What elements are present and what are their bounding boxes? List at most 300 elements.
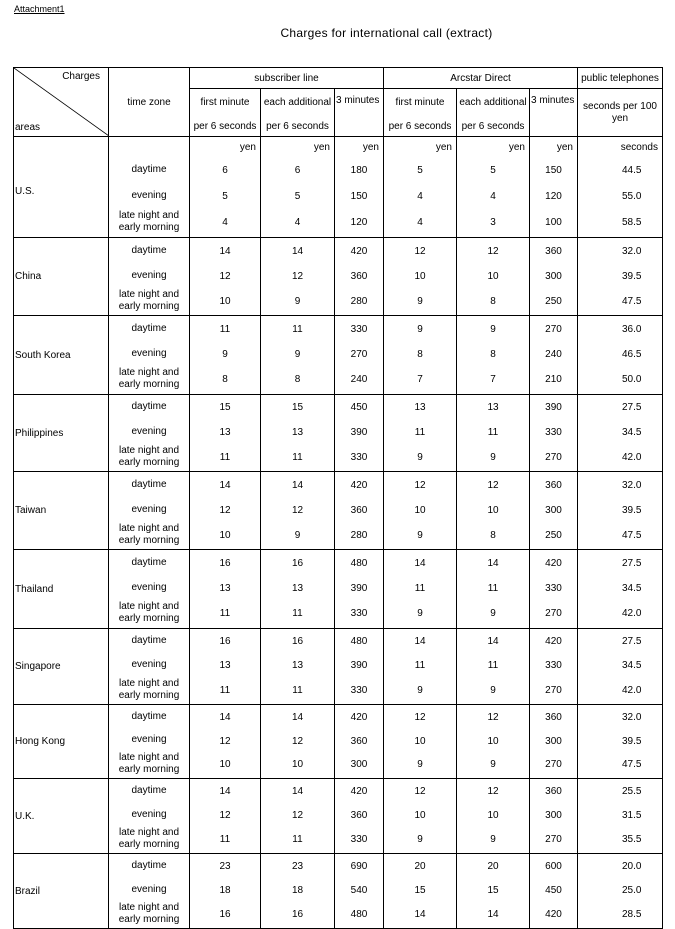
value-cell: 55.0 [622, 191, 642, 202]
country-group-row [14, 316, 663, 395]
value-cell: 20.0 [622, 861, 642, 872]
value-column-cell [261, 395, 335, 472]
time-zone-cell [109, 779, 190, 854]
country-name: China [14, 238, 109, 316]
value-cell: 14 [414, 636, 426, 648]
value-cell: 3 [490, 217, 496, 228]
value-column-cell [261, 854, 335, 929]
value-cell: 360 [545, 479, 562, 491]
value-cell: 540 [350, 885, 368, 896]
charges-table [13, 67, 663, 929]
value-cell: 5 [417, 165, 423, 176]
value-column-cell [457, 238, 530, 316]
arc-each-additional-header: each additional per 6 seconds [457, 89, 530, 137]
value-cell: 9 [294, 348, 301, 360]
value-column-cell [190, 550, 261, 629]
value-cell: 9 [417, 451, 423, 463]
value-cell: 13 [219, 582, 231, 594]
value-cell: 330 [350, 684, 368, 696]
arcstar-direct-header: Arcstar Direct [384, 68, 578, 89]
value-cell: 300 [545, 504, 562, 516]
value-cell: 9 [294, 529, 301, 541]
value-column-cell [578, 854, 663, 929]
value-column-cell [335, 395, 384, 472]
value-cell: 25.5 [622, 786, 642, 797]
time-zone-label: daytime [131, 556, 167, 568]
value-column-cell [384, 238, 457, 316]
value-cell: 270 [545, 451, 562, 463]
value-cell: 11 [292, 834, 303, 845]
value-cell: 330 [350, 323, 368, 335]
value-cell: 11 [292, 608, 303, 620]
value-column-cell [190, 854, 261, 929]
value-cell: 330 [350, 451, 368, 463]
value-cell: 27.5 [622, 557, 642, 569]
value-cell: 450 [350, 402, 368, 414]
value-cell: 16 [291, 636, 304, 648]
value-cell: 27.5 [622, 402, 642, 414]
value-cell: 450 [545, 885, 562, 896]
value-column-cell [457, 629, 530, 705]
value-cell: 4 [417, 191, 423, 202]
value-cell: 360 [350, 810, 368, 821]
time-zone-label: evening [131, 581, 167, 593]
value-cell: 14 [487, 557, 499, 569]
value-cell: 23 [219, 861, 231, 872]
value-cell: 8 [490, 348, 496, 360]
unit-label: yen [435, 142, 452, 153]
time-zone-label: evening [131, 190, 167, 201]
value-cell: 330 [350, 834, 368, 845]
value-column-cell [384, 705, 457, 779]
value-cell: 36.0 [622, 323, 642, 335]
country-name: South Korea [14, 316, 109, 395]
value-cell: 12 [219, 504, 231, 516]
time-zone-label: late night and early morning [118, 601, 180, 625]
value-cell: 9 [222, 348, 228, 360]
corner-header-cell [14, 68, 109, 137]
value-cell: 14 [219, 786, 231, 797]
value-column-cell [261, 137, 335, 238]
value-column-cell [190, 472, 261, 550]
value-cell: 11 [414, 660, 426, 672]
value-cell: 13 [291, 660, 304, 672]
value-cell: 8 [417, 348, 423, 360]
value-column-cell [190, 395, 261, 472]
value-cell: 12 [291, 810, 304, 821]
value-cell: 25.0 [622, 885, 642, 896]
value-cell: 330 [545, 427, 562, 438]
value-cell: 32.0 [622, 711, 642, 723]
country-group-row [14, 137, 663, 238]
value-cell: 14 [414, 557, 426, 569]
value-cell: 11 [219, 834, 231, 845]
country-group-row [14, 395, 663, 472]
time-zone-label: late night and early morning [118, 367, 180, 391]
value-cell: 9 [490, 834, 496, 845]
value-column-cell [384, 316, 457, 395]
value-column-cell [261, 779, 335, 854]
time-zone-label: daytime [131, 785, 167, 796]
value-cell: 39.5 [622, 270, 642, 282]
value-cell: 12 [219, 810, 231, 821]
value-cell: 47.5 [622, 295, 642, 307]
value-cell: 10 [414, 735, 426, 747]
value-cell: 42.0 [622, 451, 642, 463]
value-cell: 11 [292, 323, 303, 335]
value-cell: 12 [487, 245, 499, 257]
public-telephones-header: public telephones [578, 68, 663, 89]
country-name: Thailand [14, 550, 109, 629]
value-cell: 10 [414, 270, 426, 282]
value-cell: 4 [490, 191, 496, 202]
value-cell: 34.5 [622, 660, 642, 672]
value-cell: 42.0 [622, 608, 642, 620]
value-cell: 10 [219, 295, 231, 307]
value-column-cell [190, 779, 261, 854]
value-column-cell [190, 316, 261, 395]
value-cell: 34.5 [622, 582, 642, 594]
value-cell: 360 [545, 711, 562, 723]
value-cell: 420 [545, 557, 562, 569]
value-column-cell [578, 550, 663, 629]
country-group-row [14, 238, 663, 316]
country-group-row [14, 629, 663, 705]
areas-label: areas [15, 122, 41, 133]
country-group-row [14, 705, 663, 779]
country-group-row [14, 472, 663, 550]
attachment-label: Attachment1 [14, 4, 65, 14]
page-title: Charges for international call (extract) [280, 26, 493, 40]
value-column-cell [190, 137, 261, 238]
value-cell: 14 [219, 479, 231, 491]
value-cell: 300 [545, 270, 562, 282]
value-column-cell [261, 629, 335, 705]
value-cell: 300 [545, 810, 562, 821]
value-column-cell [335, 137, 384, 238]
value-cell: 11 [219, 451, 231, 463]
time-zone-cell [109, 238, 190, 316]
time-zone-cell [109, 550, 190, 629]
time-zone-label: daytime [131, 244, 167, 256]
value-cell: 12 [291, 270, 304, 282]
value-cell: 12 [414, 245, 426, 257]
value-cell: 150 [350, 191, 368, 202]
time-zone-cell [109, 137, 190, 238]
value-cell: 480 [350, 909, 368, 920]
value-column-cell [335, 316, 384, 395]
value-column-cell [457, 705, 530, 779]
value-cell: 4 [294, 217, 301, 228]
value-column-cell [457, 854, 530, 929]
value-column-cell [578, 395, 663, 472]
value-cell: 600 [545, 861, 562, 872]
value-cell: 13 [487, 402, 499, 414]
value-column-cell [578, 316, 663, 395]
value-column-cell [384, 550, 457, 629]
public-seconds-per-100-yen-header: seconds per 100 yen [578, 89, 663, 137]
value-cell: 240 [350, 374, 368, 386]
value-cell: 9 [294, 295, 301, 307]
time-zone-label: daytime [131, 635, 167, 647]
value-cell: 18 [219, 885, 231, 896]
country-group-row [14, 779, 663, 854]
value-column-cell [530, 779, 578, 854]
value-column-cell [335, 550, 384, 629]
value-cell: 28.5 [622, 909, 642, 920]
value-cell: 10 [414, 810, 426, 821]
value-cell: 13 [291, 427, 304, 438]
value-cell: 270 [545, 684, 562, 696]
arc-first-minute-header: first minute per 6 seconds [384, 89, 457, 137]
subscriber-line-header: subscriber line [190, 68, 384, 89]
value-column-cell [190, 705, 261, 779]
time-zone-cell [109, 316, 190, 395]
value-cell: 14 [487, 909, 499, 920]
value-column-cell [261, 550, 335, 629]
country-name: Brazil [14, 854, 109, 929]
unit-label: yen [239, 142, 256, 153]
sub-first-minute-header: first minute per 6 seconds [190, 89, 261, 137]
value-cell: 32.0 [622, 245, 642, 257]
value-cell: 12 [414, 786, 426, 797]
value-cell: 9 [417, 684, 423, 696]
unit-label: yen [313, 142, 330, 153]
value-column-cell [530, 238, 578, 316]
country-group-row [14, 854, 663, 929]
value-cell: 330 [350, 608, 368, 620]
value-column-cell [335, 705, 384, 779]
value-cell: 7 [490, 374, 496, 386]
value-cell: 47.5 [622, 759, 642, 771]
unit-label: seconds [620, 142, 658, 153]
value-cell: 46.5 [622, 348, 642, 360]
value-cell: 12 [291, 735, 304, 747]
value-cell: 330 [545, 660, 562, 672]
value-column-cell [190, 238, 261, 316]
value-cell: 14 [219, 711, 231, 723]
value-cell: 11 [414, 427, 426, 438]
time-zone-label: daytime [131, 710, 167, 722]
time-zone-cell [109, 705, 190, 779]
value-column-cell [457, 550, 530, 629]
value-cell: 13 [219, 660, 231, 672]
time-zone-cell [109, 472, 190, 550]
time-zone-label: daytime [131, 401, 167, 413]
value-cell: 9 [490, 323, 496, 335]
time-zone-label: daytime [131, 322, 167, 334]
value-cell: 16 [219, 636, 231, 648]
value-column-cell [530, 629, 578, 705]
value-cell: 12 [414, 711, 426, 723]
value-cell: 12 [487, 711, 499, 723]
value-cell: 16 [291, 909, 304, 920]
value-cell: 39.5 [622, 504, 642, 516]
value-cell: 4 [222, 217, 228, 228]
time-zone-label: evening [131, 269, 167, 281]
value-cell: 14 [487, 636, 499, 648]
value-cell: 11 [219, 323, 231, 335]
time-zone-label: late night and early morning [118, 288, 180, 312]
time-zone-label: evening [131, 734, 167, 746]
value-column-cell [578, 779, 663, 854]
value-cell: 10 [487, 810, 499, 821]
country-name: Philippines [14, 395, 109, 472]
value-column-cell [578, 629, 663, 705]
arc-3-minutes-header: 3 minutes [530, 89, 578, 137]
value-column-cell [335, 854, 384, 929]
value-cell: 39.5 [622, 735, 642, 747]
value-column-cell [261, 238, 335, 316]
unit-label: yen [508, 142, 525, 153]
value-column-cell [261, 472, 335, 550]
unit-label: yen [362, 142, 379, 153]
value-cell: 420 [545, 636, 562, 648]
value-cell: 32.0 [622, 479, 642, 491]
country-name: Singapore [14, 629, 109, 705]
value-cell: 15 [487, 885, 499, 896]
value-column-cell [335, 629, 384, 705]
value-cell: 9 [417, 608, 423, 620]
value-column-cell [530, 705, 578, 779]
value-column-cell [530, 395, 578, 472]
country-name: U.S. [14, 137, 109, 238]
value-cell: 300 [350, 759, 368, 771]
value-cell: 250 [545, 295, 562, 307]
value-cell: 420 [350, 711, 368, 723]
value-cell: 9 [490, 451, 496, 463]
value-cell: 8 [294, 374, 301, 386]
value-cell: 9 [417, 759, 423, 771]
value-cell: 690 [350, 861, 368, 872]
value-cell: 11 [487, 427, 499, 438]
value-cell: 100 [545, 217, 562, 228]
value-column-cell [384, 137, 457, 238]
charges-label: Charges [62, 71, 100, 82]
value-cell: 13 [219, 427, 231, 438]
value-cell: 47.5 [622, 529, 642, 541]
value-cell: 9 [417, 834, 423, 845]
value-cell: 5 [490, 165, 496, 176]
value-column-cell [335, 472, 384, 550]
value-cell: 11 [292, 684, 303, 696]
value-cell: 12 [291, 504, 304, 516]
country-group-row [14, 550, 663, 629]
value-cell: 6 [222, 165, 228, 176]
value-cell: 9 [417, 529, 423, 541]
value-cell: 270 [350, 348, 368, 360]
value-cell: 360 [545, 786, 562, 797]
value-cell: 9 [490, 684, 496, 696]
value-cell: 280 [350, 295, 368, 307]
value-column-cell [335, 779, 384, 854]
value-cell: 50.0 [622, 374, 642, 386]
value-cell: 270 [545, 759, 562, 771]
value-cell: 27.5 [622, 636, 642, 648]
value-column-cell [384, 395, 457, 472]
value-cell: 42.0 [622, 684, 642, 696]
value-cell: 15 [414, 885, 426, 896]
value-cell: 390 [350, 582, 368, 594]
value-cell: 300 [545, 735, 562, 747]
value-cell: 480 [350, 557, 368, 569]
value-cell: 11 [414, 582, 426, 594]
value-cell: 10 [291, 759, 304, 771]
value-cell: 10 [487, 504, 499, 516]
time-zone-label: late night and early morning [118, 677, 180, 701]
time-zone-label: evening [131, 425, 167, 437]
value-cell: 9 [490, 608, 496, 620]
value-cell: 5 [222, 191, 228, 202]
value-column-cell [457, 137, 530, 238]
value-cell: 390 [350, 427, 368, 438]
value-cell: 280 [350, 529, 368, 541]
value-cell: 10 [414, 504, 426, 516]
time-zone-cell [109, 629, 190, 705]
value-cell: 12 [219, 270, 231, 282]
value-cell: 20 [487, 861, 499, 872]
value-cell: 360 [545, 245, 562, 257]
time-zone-label: late night and early morning [118, 444, 180, 468]
value-cell: 420 [545, 909, 562, 920]
value-cell: 18 [291, 885, 304, 896]
sub-3-minutes-header: 3 minutes [335, 89, 384, 137]
value-cell: 14 [291, 245, 304, 257]
value-cell: 16 [291, 557, 304, 569]
value-column-cell [384, 854, 457, 929]
value-cell: 270 [545, 323, 562, 335]
unit-label: yen [556, 142, 573, 153]
value-cell: 9 [417, 323, 423, 335]
time-zone-header: time zone [109, 68, 190, 137]
value-cell: 480 [350, 636, 368, 648]
value-cell: 10 [487, 270, 499, 282]
value-cell: 180 [350, 165, 368, 176]
value-cell: 13 [414, 402, 426, 414]
time-zone-label: late night and early morning [118, 827, 180, 850]
value-cell: 20 [414, 861, 426, 872]
value-cell: 11 [487, 582, 499, 594]
value-cell: 7 [417, 374, 423, 386]
value-column-cell [457, 472, 530, 550]
value-column-cell [578, 238, 663, 316]
value-cell: 250 [545, 529, 562, 541]
time-zone-label: daytime [131, 164, 167, 175]
value-column-cell [457, 779, 530, 854]
time-zone-label: late night and early morning [118, 522, 180, 546]
time-zone-label: evening [131, 347, 167, 359]
value-cell: 16 [219, 557, 231, 569]
value-cell: 120 [545, 191, 562, 202]
time-zone-label: daytime [131, 478, 167, 490]
value-cell: 31.5 [622, 810, 642, 821]
value-column-cell [384, 779, 457, 854]
value-cell: 420 [350, 245, 368, 257]
value-column-cell [530, 472, 578, 550]
country-name: Taiwan [14, 472, 109, 550]
value-cell: 58.5 [622, 217, 642, 228]
value-cell: 390 [545, 402, 562, 414]
value-column-cell [578, 137, 663, 238]
value-cell: 10 [219, 759, 231, 771]
value-column-cell [457, 395, 530, 472]
value-cell: 14 [291, 479, 304, 491]
value-cell: 13 [291, 582, 304, 594]
value-cell: 14 [414, 909, 426, 920]
value-cell: 15 [291, 402, 304, 414]
value-cell: 150 [545, 165, 562, 176]
value-column-cell [335, 238, 384, 316]
